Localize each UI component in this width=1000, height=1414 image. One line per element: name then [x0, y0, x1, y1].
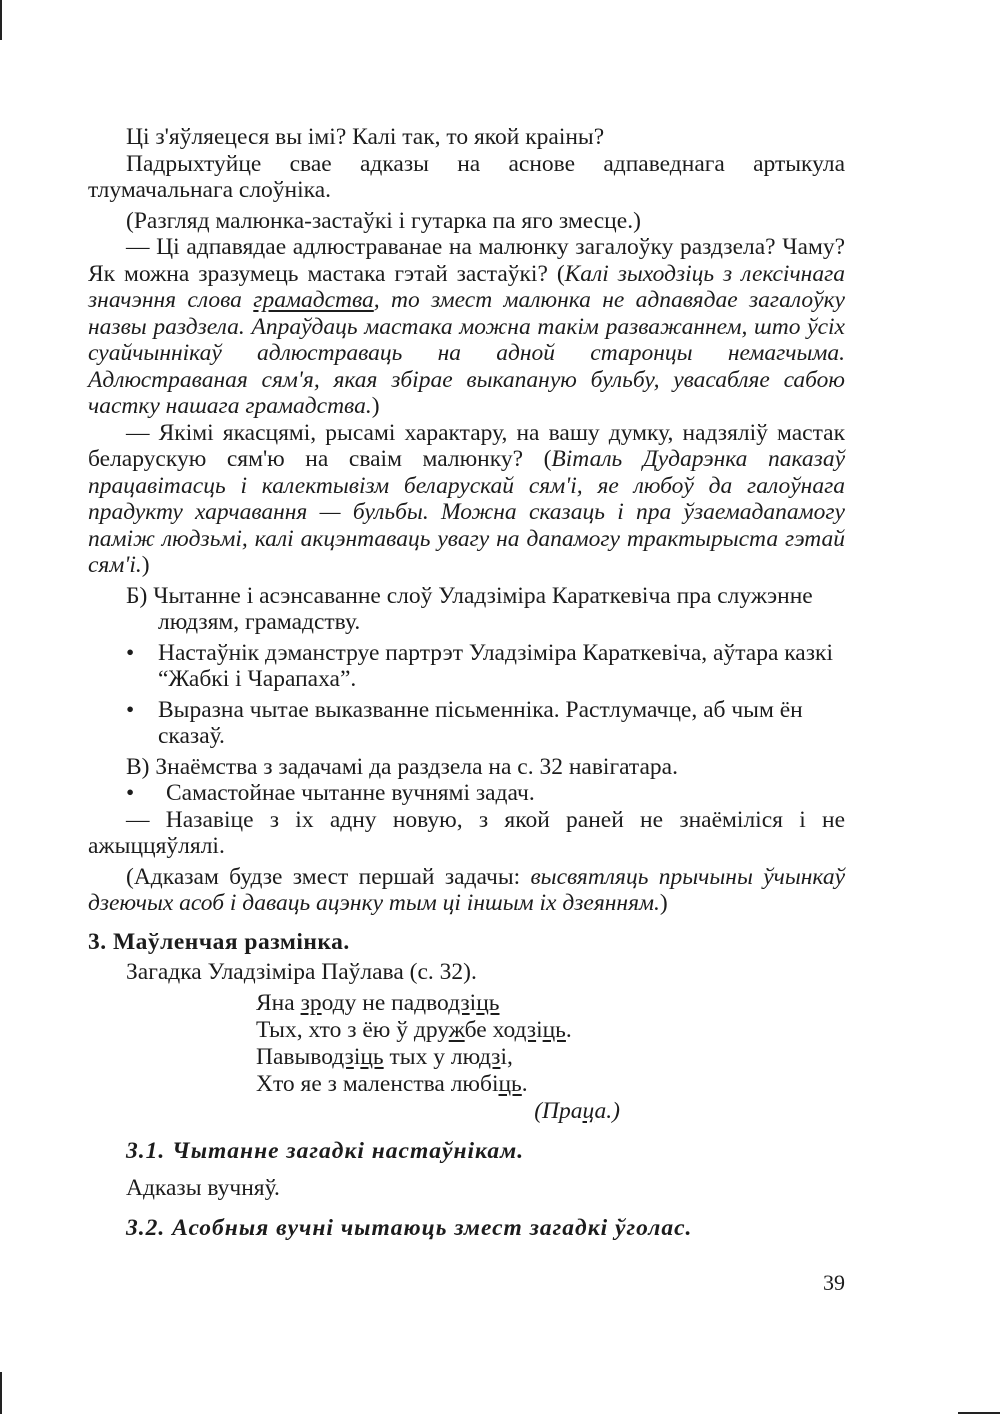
crop-mark-bottom-left	[0, 1372, 2, 1414]
closing-paren: )	[371, 393, 380, 419]
bullet-icon: •	[126, 696, 135, 723]
closing-paren: )	[141, 552, 150, 578]
section-3-heading: 3. Маўленчая размінка.	[88, 928, 350, 955]
answer-text: высвятляць прычыны ўчынкаў дзеючых асоб і даваць ацэнку тым ці іншым іх дзеянням.	[88, 863, 845, 916]
subsection-3-2: 3.2. Асобныя вучні чытаюць змест загадкі ўголас.	[126, 1215, 693, 1241]
section-b-label: Б) Чытанне і асэнсаванне слоў Уладзіміра Караткевіча пра служэнне людзям, грамадству.	[126, 582, 813, 635]
poem-line-3: Павыводзіць тых у людзі,	[256, 1043, 513, 1070]
dialogue-paragraph-2	[88, 420, 845, 579]
riddle-source: Загадка Уладзіміра Паўлава (с. 32).	[126, 959, 477, 985]
poem-line-2: Тых, хто з ёю ў дружбе ходзіць.	[256, 1016, 572, 1043]
underlined-word: грамадства	[253, 287, 374, 313]
riddle-answer: (Праца.)	[534, 1097, 620, 1124]
poem-line-1: Яна зроду не падводзіць	[256, 989, 500, 1016]
bullet-icon: •	[126, 780, 135, 806]
dialogue-answer: Віталь Дударэнка паказаў працавітасць і калектывізм беларускай сям'і, яе любоў да галоўнага прадукту харчавання — бульбы. Можна сказаць і пра ўзаемадапамогу паміж людзьмі, калі акцэнтаваць увагу на дапамогу трактырыста гэтай сям'і.	[88, 446, 845, 578]
crop-mark-top-left	[0, 0, 2, 40]
section-v-bullet	[88, 780, 845, 807]
dialogue-paragraph-1	[88, 234, 845, 420]
intro-question: Ці з'яўляецеся вы імі? Калі так, то якой краіны?	[126, 124, 605, 150]
intro-remark: (Разгляд малюнка-застаўкі і гутарка па яго змесце.)	[126, 207, 641, 234]
section-v-label: В) Знаёмства з задачамі да раздзела на с. 32 навігатара.	[126, 753, 678, 780]
dialogue-question: — Якімі якасцямі, рысамі характару, на вашу думку, надзяліў мастак беларускую сям'ю на сваім малюнку? (	[88, 419, 845, 472]
section-v-answer	[88, 864, 845, 917]
dialogue-answer-continued: , то змест малюнка не адпавядае загалоўку назвы раздзела. Апраўдаць мастака можна такім разважаннем, што ўсіх суайчыннікаў адлюстраваць на адной старонцы немагчыма. Адлюстраваная сям'я, якая збірае выкапаную бульбу, увасабляе сабою частку нашага грамадства.	[88, 287, 845, 419]
bullet-icon: •	[126, 639, 135, 666]
section-b-bullet-1	[88, 640, 845, 693]
poem-line-4: Хто яе з маленства любіць.	[256, 1070, 528, 1097]
answer-intro: (Адказам будзе змест першай задачы:	[126, 863, 531, 890]
page-number: 39	[823, 1270, 845, 1295]
dialogue-answer: Калі зыходзіць з лексічнага значэння слова	[88, 260, 845, 313]
section-v-question: — Назавіце з іх адну новую, з якой раней не знаёміліся і не ажыццяўлялі.	[88, 806, 845, 859]
section-b-bullet-2	[88, 697, 845, 750]
riddle-poem	[256, 990, 845, 1098]
closing-paren: )	[659, 890, 668, 916]
bullet-text: Самастойнае чытанне вучнямі задач.	[166, 780, 535, 806]
bullet-text: Выразна чытае выказванне пісьменніка. Растлумачце, аб чым ён сказаў.	[158, 696, 803, 749]
dialogue-question: — Ці адпавядае адлюстраванае на малюнку загалоўку раздзела? Чаму? Як можна зразумець мастака гэтай застаўкі? (	[88, 234, 845, 287]
bullet-text: Настаўнік дэманструе партрэт Уладзіміра Караткевіча, аўтара казкі “Жабкі і Чарапаха”.	[158, 639, 833, 692]
subsection-3-1: 3.1. Чытанне загадкі настаўнікам.	[126, 1138, 525, 1164]
intro-task: Падрыхтуйце свае адказы на аснове адпаведнага артыкула тлумачальнага слоўніка.	[88, 150, 845, 203]
page-content	[88, 124, 845, 1242]
pupil-answers: Адказы вучняў.	[126, 1174, 280, 1201]
